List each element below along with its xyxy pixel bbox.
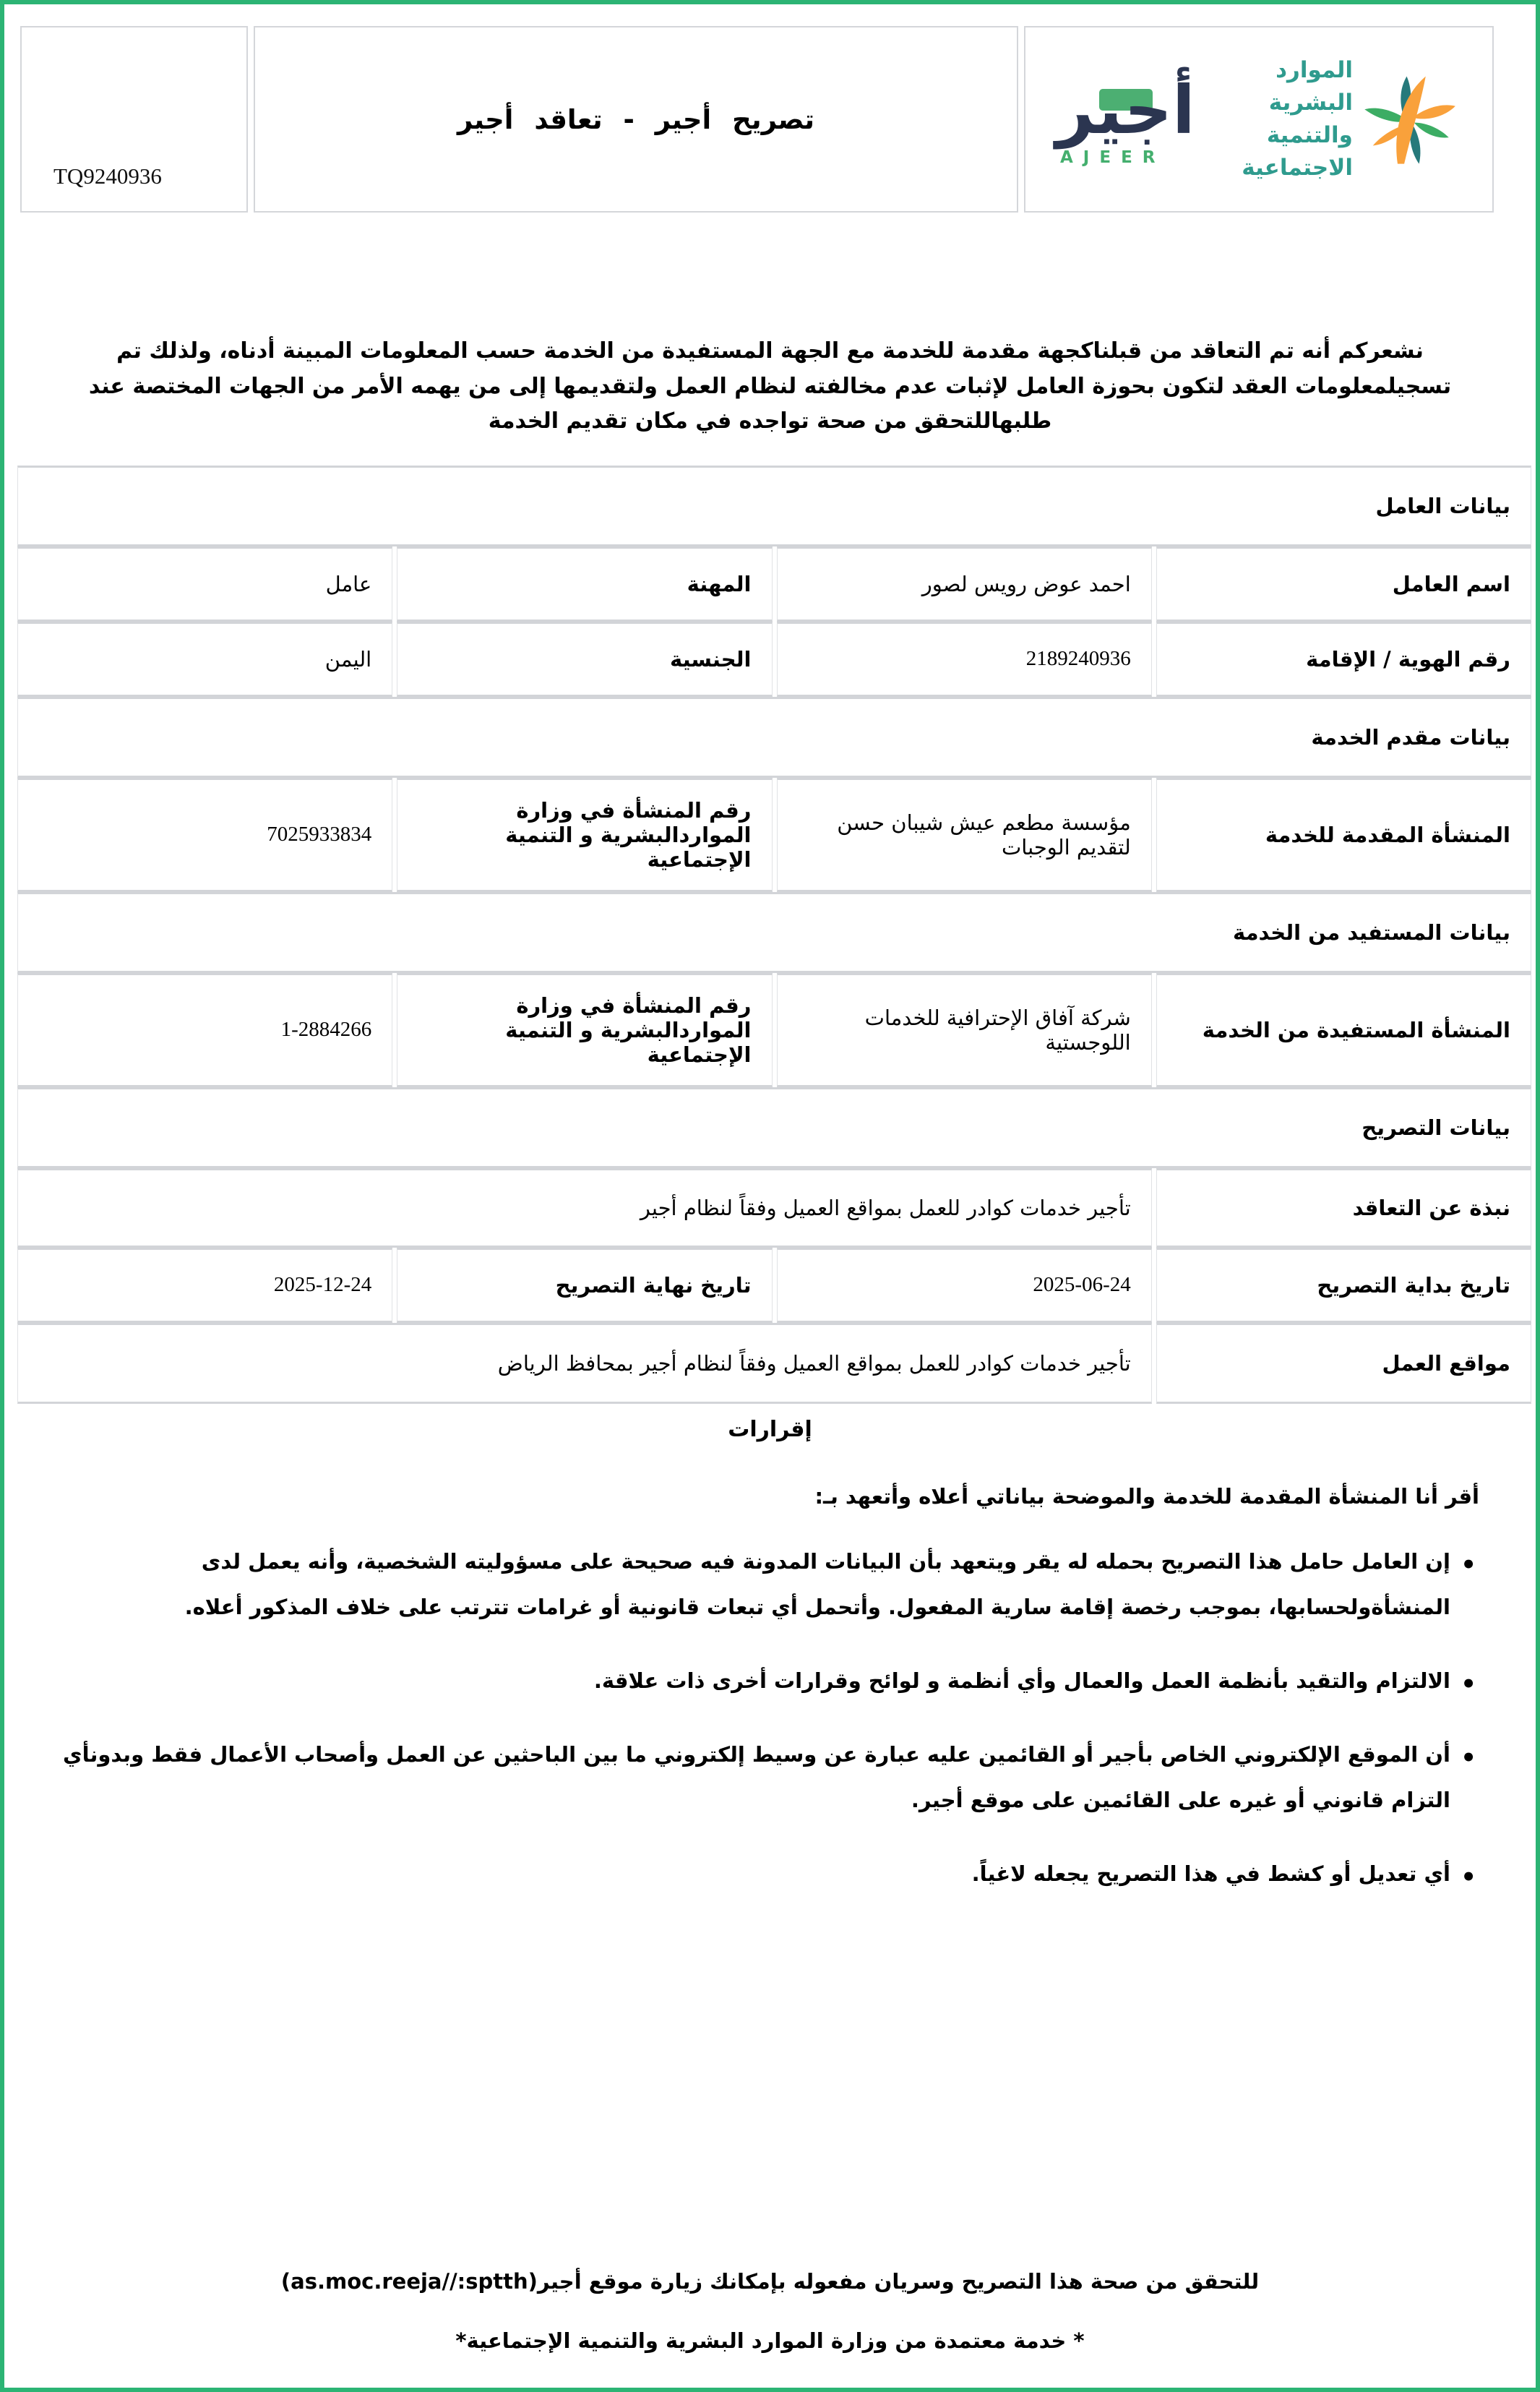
worker-section-title: بيانات العامل [17, 466, 1531, 546]
provider-establishment-label: المنشأة المقدمة للخدمة [1156, 778, 1531, 892]
declaration-item: • أي تعديل أو كشط في هذا التصريح يجعله لاغياً. [55, 1851, 1479, 1896]
worker-name-label: اسم العامل [1156, 546, 1531, 622]
declaration-item: • إن العامل حامل هذا التصريح بحمله له يقر ويتعهد بأن البيانات المدونة فيه صحيحة على مسؤوليته الشخصية، وأنه يعمل لدى المنشأةولحسابها، بموجب رخصة إقامة سارية المفعول. وأتحمل أي تبعات قانونية أو غرامات تترتب على خلاف المذكور أعلاه. [55, 1539, 1479, 1629]
beneficiary-establishment-label: المنشأة المستفيدة من الخدمة [1156, 973, 1531, 1087]
nationality-value: اليمن [17, 622, 392, 697]
beneficiary-establishment-value: شركة آفاق الإحترافية للخدمات اللوجستية [777, 973, 1152, 1087]
permit-section-title: بيانات التصريح [17, 1087, 1531, 1168]
ajeer-wordmark: أجير [1056, 71, 1195, 149]
verify-note: للتحقق من صحة هذا التصريح وسريان مفعوله بإمكانك زيارة موقع أجير(as.moc.reeja//:sptth) [280, 2269, 1260, 2294]
start-date-value: 2025-06-24 [777, 1248, 1152, 1323]
beneficiary-number-label: رقم المنشأة في وزارة المواردالبشرية و التنمية الإجتماعية [397, 973, 772, 1087]
declaration-item: • الالتزام والتقيد بأنظمة العمل والعمال وأي أنظمة و لوائح وقرارات أخرى ذات علاقة. [55, 1658, 1479, 1703]
beneficiary-section-title: بيانات المستفيد من الخدمة [17, 892, 1531, 973]
beneficiary-number-value: 1-2884266 [17, 973, 392, 1087]
beneficiary-row [17, 973, 1531, 1087]
logos-box [1024, 26, 1494, 213]
provider-number-value: 7025933834 [17, 778, 392, 892]
end-date-value: 2025-12-24 [17, 1248, 392, 1323]
permit-table [13, 466, 1536, 1404]
section-header-provider [17, 697, 1531, 778]
document-footer [4, 2269, 1536, 2353]
ajeer-latin-label: AJEER [1060, 148, 1166, 168]
provider-number-label: رقم المنشأة في وزارة المواردالبشرية و التنمية الإجتماعية [397, 778, 772, 892]
declarations-list [55, 1539, 1479, 1896]
title-box [254, 26, 1018, 213]
nationality-label: الجنسية [397, 622, 772, 697]
ministry-emblem-icon [1363, 55, 1462, 184]
id-number-label: رقم الهوية / الإقامة [1156, 622, 1531, 697]
work-locations-label: مواقع العمل [1156, 1323, 1531, 1404]
approved-note: * خدمة معتمدة من وزارة الموارد البشرية والتنمية الإجتماعية* [455, 2328, 1085, 2353]
permit-number: TQ9240936 [53, 163, 162, 189]
ministry-name-line1: الموارد البشرية [1268, 57, 1353, 116]
ministry-logo [1195, 54, 1462, 184]
work-locations-value: تأجير خدمات كوادر للعمل بمواقع العميل وفقاً لنظام أجير بمحافظ الرياض [17, 1323, 1152, 1404]
declaration-item: • أن الموقع الإلكتروني الخاص بأجير أو القائمين عليه عبارة عن وسيط إلكتروني ما بين الباحثين عن العمل وأصحاب الأعمال فقط وبدونأي التزام قانوني أو غيره على القائمين على موقع أجير. [55, 1732, 1479, 1822]
profession-label: المهنة [397, 546, 772, 622]
intro-paragraph: نشعركم أنه تم التعاقد من قبلناكجهة مقدمة للخدمة مع الجهة المستفيدة من الخدمة حسب المعلومات المبينة أدناه، ولذلك تم تسجيلمعلومات العقد لتكون بحوزة العامل لإثبات عدم مخالفته لنظام العمل ولتقديمها إلى من يهمه الأمر من الجهات المختصة عند طلبهاللتحقق من صحة تواجده في مكان تقديم الخدمة [88, 338, 1452, 434]
worker-row-2 [17, 622, 1531, 697]
declarations-title: إقرارات [728, 1416, 812, 1442]
worker-name-value: احمد عوض رويس لصور [777, 546, 1152, 622]
profession-value: عامل [17, 546, 392, 622]
section-header-permit [17, 1087, 1531, 1168]
worker-row-1 [17, 546, 1531, 622]
provider-section-title: بيانات مقدم الخدمة [17, 697, 1531, 778]
provider-establishment-value: مؤسسة مطعم عيش شيبان حسن لتقديم الوجبات [777, 778, 1152, 892]
document-header [20, 26, 1494, 213]
contract-summary-label: نبذة عن التعاقد [1156, 1168, 1531, 1248]
ministry-name [1195, 54, 1353, 184]
provider-row [17, 778, 1531, 892]
end-date-label: تاريخ نهاية التصريح [397, 1248, 772, 1323]
start-date-label: تاريخ بداية التصريح [1156, 1248, 1531, 1323]
contract-summary-value: تأجير خدمات كوادر للعمل بمواقع العميل وفقاً لنظام أجير [17, 1168, 1152, 1248]
permit-dates-row [17, 1248, 1531, 1323]
page-title: تصريح أجير - تعاقد أجير [457, 103, 815, 135]
id-number-value: 2189240936 [777, 622, 1152, 697]
section-header-worker [17, 466, 1531, 546]
section-header-beneficiary [17, 892, 1531, 973]
declarations-intro: أقر أنا المنشأة المقدمة للخدمة والموضحة بياناتي أعلاه وأتعهد بـ: [814, 1483, 1479, 1509]
permit-number-box [20, 26, 248, 213]
contract-summary-row [17, 1168, 1531, 1248]
ministry-name-line2: والتنمية الاجتماعية [1242, 122, 1353, 181]
work-locations-row [17, 1323, 1531, 1404]
declarations-block [55, 1480, 1479, 1896]
ajeer-logo [1056, 72, 1195, 168]
